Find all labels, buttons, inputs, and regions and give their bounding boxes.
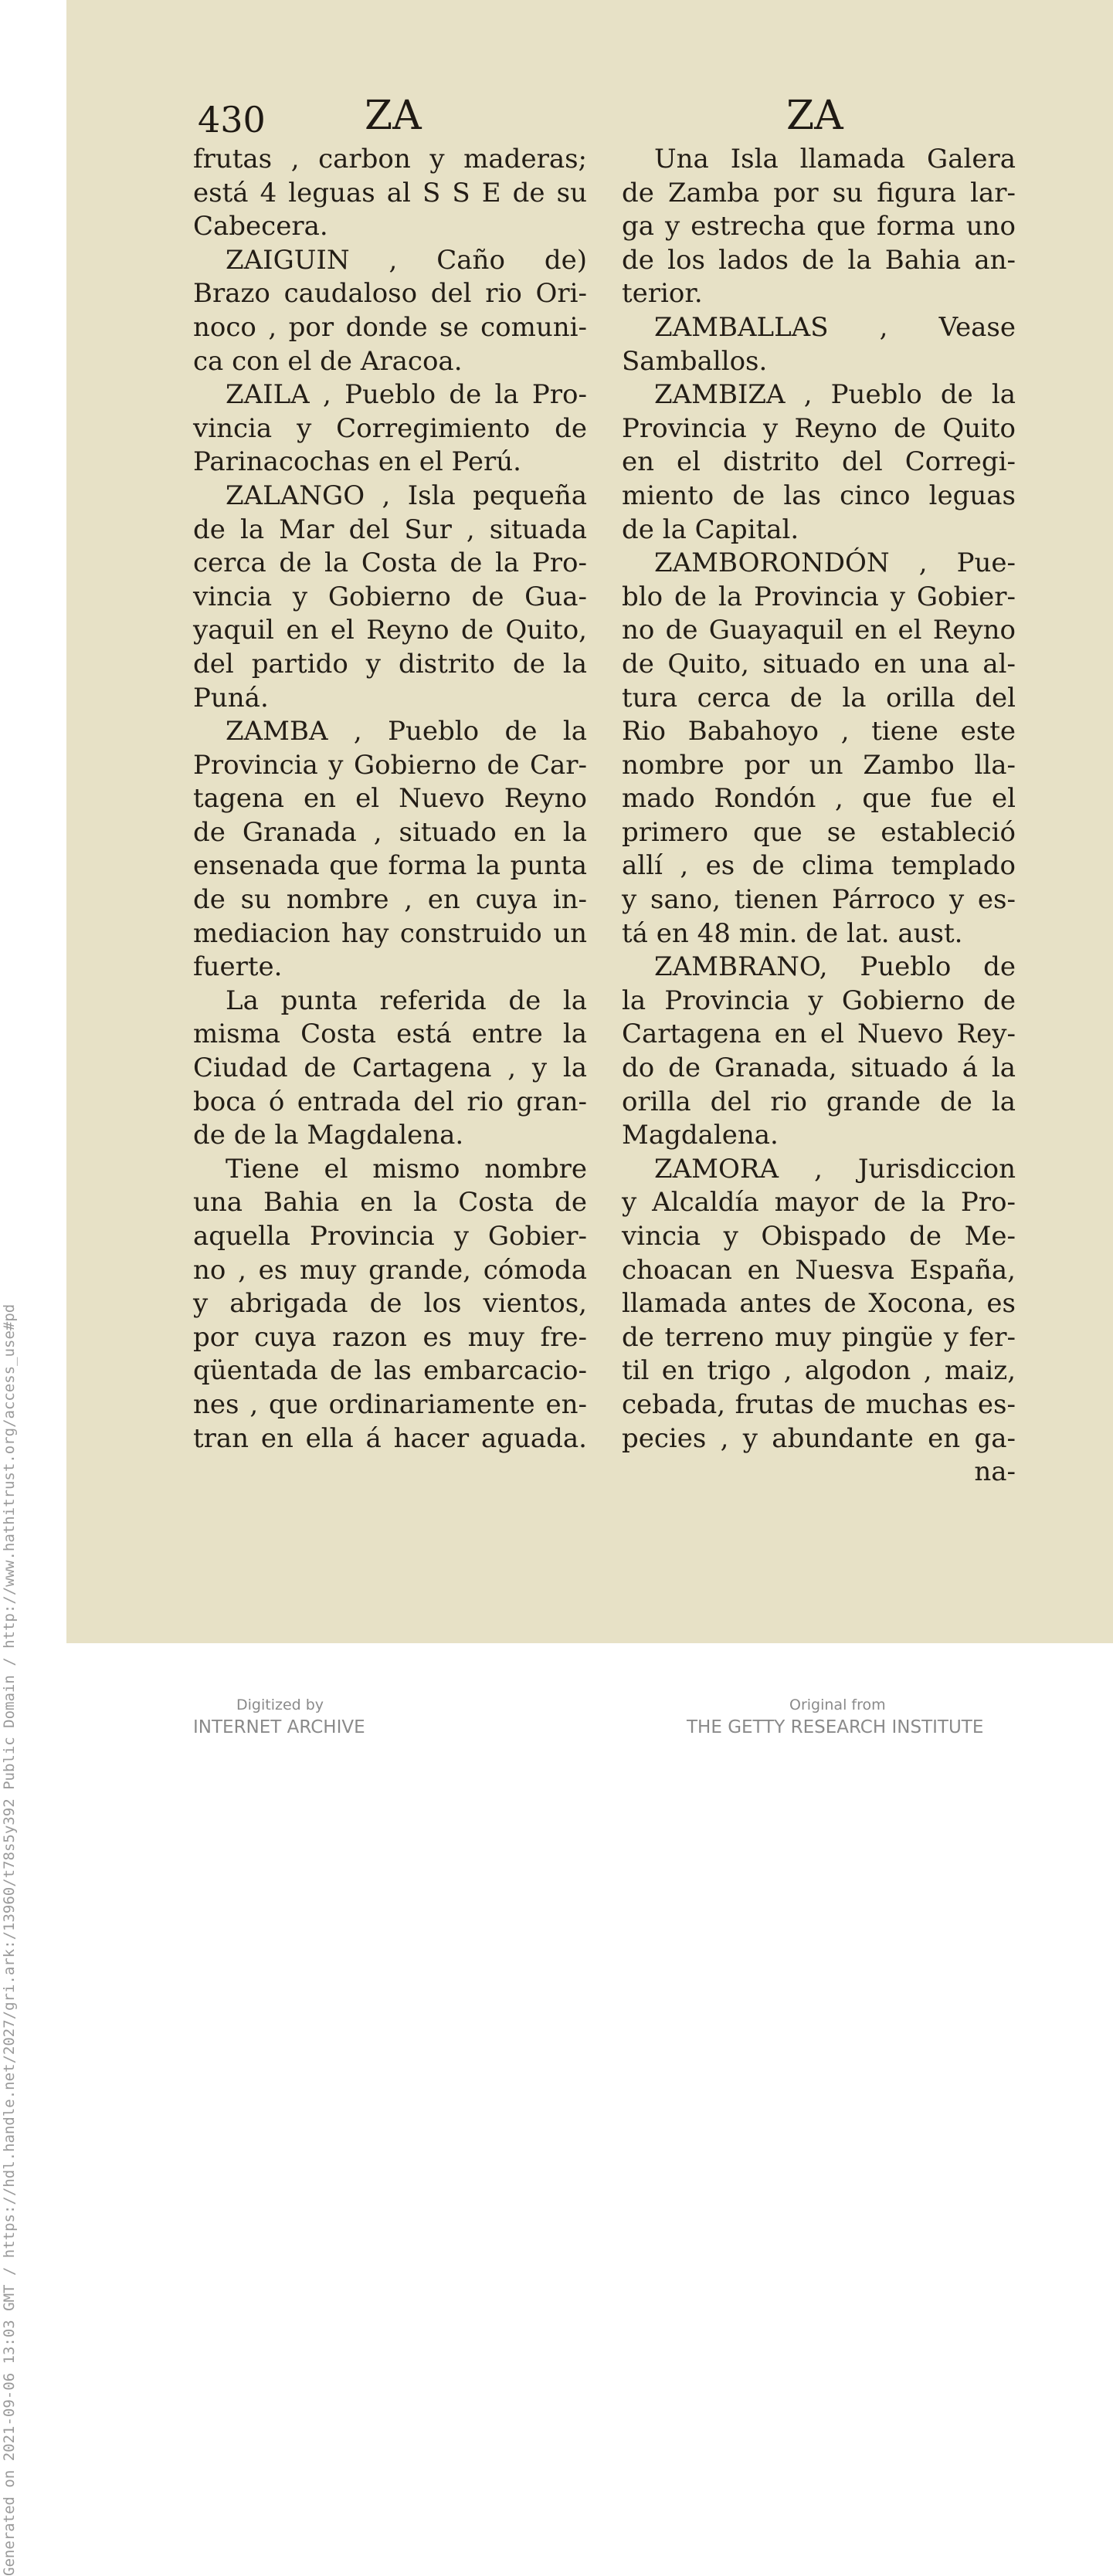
text-line: terior.	[622, 278, 703, 310]
text-line: orilla del rio grande de la	[622, 1086, 1016, 1117]
page-number: 430	[198, 99, 266, 141]
text-line: Magdalena.	[622, 1120, 779, 1151]
text-line: misma Costa está entre la	[193, 1019, 587, 1050]
text-line: tá en 48 min. de lat. aust.	[622, 917, 963, 949]
text-line: Parinacochas en el Perú.	[193, 446, 521, 478]
running-head-right: ZA	[786, 93, 843, 139]
text-line: ensenada que forma la punta	[193, 850, 587, 882]
text-line: en el distrito del Corregi-	[622, 446, 1016, 478]
paragraph-start-line: Tiene el mismo nombre	[226, 1153, 587, 1185]
text-line: de terreno muy pingüe y fer-	[622, 1321, 1016, 1353]
text-line: una Bahia en la Costa de	[193, 1187, 587, 1219]
text-line: cerca de la Costa de la Pro-	[193, 547, 587, 579]
text-line: til en trigo , algodon , maiz,	[622, 1355, 1016, 1387]
text-line: qüentada de las embarcacio-	[193, 1355, 587, 1387]
text-line: Cabecera.	[193, 211, 328, 242]
entry-heading-line: ZAMBALLAS , Vease	[654, 311, 1016, 343]
text-line: nombre por un Zambo lla-	[622, 749, 1016, 781]
text-line: do de Granada, situado á la	[622, 1052, 1016, 1084]
text-line: Brazo caudaloso del rio Ori-	[193, 278, 587, 310]
text-line: mediacion hay construido un	[193, 917, 587, 949]
text-line: vincia y Corregimiento de	[193, 412, 587, 444]
text-line: de de la Magdalena.	[193, 1120, 464, 1151]
text-line: de la Mar del Sur , situada	[193, 514, 587, 545]
digitizer-name: INTERNET ARCHIVE	[193, 1717, 365, 1737]
text-line: choacan en Nuesva España,	[622, 1254, 1016, 1286]
text-line: vincia y Gobierno de Gua-	[193, 581, 587, 612]
stamp-text: Generated on 2021-09-06 13:03 GMT / https://hdl.handle.net/2027/gri.ark:/13960/t78s5y392 Public Domain / http://www.hathitrust.org/access_use#pd	[1, 1303, 18, 2576]
text-line: Cartagena en el Nuevo Rey-	[622, 1019, 1016, 1050]
text-line: tura cerca de la orilla del	[622, 682, 1016, 713]
text-line: y abrigada de los vientos,	[193, 1288, 587, 1320]
entry-heading-line: ZAMBRANO, Pueblo de	[654, 951, 1016, 983]
text-line: noco , por donde se comuni-	[193, 311, 587, 343]
text-line: tagena en el Nuevo Reyno	[193, 783, 587, 815]
text-line: Samballos.	[622, 345, 768, 377]
entry-heading-line: ZAIGUIN , Caño de)	[226, 244, 587, 276]
text-line: cebada, frutas de muchas es-	[622, 1388, 1016, 1420]
text-column-left	[193, 143, 587, 1456]
text-line: frutas , carbon y maderas;	[193, 144, 587, 175]
text-line: está 4 leguas al S S E de su	[193, 177, 587, 208]
entry-heading-line: ZAMBORONDÓN , Pue-	[654, 547, 1016, 579]
text-line: yaquil en el Reyno de Quito,	[193, 615, 587, 646]
text-line: la Provincia y Gobierno de	[622, 985, 1016, 1016]
original-from-label: Original from	[789, 1696, 886, 1713]
text-line: ga y estrecha que forma uno	[622, 211, 1016, 242]
text-line: fuerte.	[193, 951, 283, 983]
text-line: Rio Babahoyo , tiene este	[622, 716, 1016, 747]
text-line: Provincia y Reyno de Quito	[622, 412, 1016, 444]
text-line: de la Capital.	[622, 514, 799, 545]
paragraph-start-line: Una Isla llamada Galera	[654, 144, 1016, 175]
running-head-left: ZA	[365, 93, 422, 139]
text-line: de su nombre , en cuya in-	[193, 884, 587, 916]
text-line: y Alcaldía mayor de la Pro-	[622, 1187, 1016, 1219]
paragraph-start-line: La punta referida de la	[226, 985, 587, 1016]
text-line: aquella Provincia y Gobier-	[193, 1221, 587, 1252]
entry-heading-line: ZAILA , Pueblo de la Pro-	[226, 379, 587, 411]
text-line: de Zamba por su figura lar-	[622, 177, 1016, 208]
entry-heading-line: ZAMBIZA , Pueblo de la	[654, 379, 1016, 411]
text-line: de Granada , situado en la	[193, 816, 587, 848]
text-line: por cuya razon es muy fre-	[193, 1321, 587, 1353]
text-line: de Quito, situado en una al-	[622, 648, 1016, 680]
text-line: nes , que ordinariamente en-	[193, 1388, 587, 1420]
entry-heading-line: ZALANGO , Isla pequeña	[226, 480, 587, 511]
text-line: pecies , y abundante en ga-	[622, 1422, 1016, 1454]
text-line: primero que se estableció	[622, 816, 1016, 848]
digitized-by-label: Digitized by	[236, 1696, 324, 1713]
text-line: miento de las cinco leguas	[622, 480, 1016, 511]
text-line: no , es muy grande, cómoda	[193, 1254, 587, 1286]
text-line: blo de la Provincia y Gobier-	[622, 581, 1016, 612]
text-line: Provincia y Gobierno de Car-	[193, 749, 587, 781]
text-line: Ciudad de Cartagena , y la	[193, 1052, 587, 1084]
text-line: allí , es de clima templado	[622, 850, 1016, 882]
catchword: na-	[974, 1456, 1016, 1488]
text-line: tran en ella á hacer aguada.	[193, 1422, 587, 1454]
entry-heading-line: ZAMBA , Pueblo de la	[226, 716, 587, 747]
text-line: mado Rondón , que fue el	[622, 783, 1016, 815]
hathitrust-stamp	[0, 849, 46, 2576]
original-source-name: THE GETTY RESEARCH INSTITUTE	[687, 1717, 984, 1737]
text-line: llamada antes de Xocona, es	[622, 1288, 1016, 1320]
text-line: no de Guayaquil en el Reyno	[622, 615, 1016, 646]
text-line: Puná.	[193, 682, 269, 713]
text-line: vincia y Obispado de Me-	[622, 1221, 1016, 1252]
text-line: de los lados de la Bahia an-	[622, 244, 1016, 276]
text-line: y sano, tienen Párroco y es-	[622, 884, 1016, 916]
text-line: boca ó entrada del rio gran-	[193, 1086, 587, 1117]
text-line: del partido y distrito de la	[193, 648, 587, 680]
text-column-right	[622, 143, 1016, 1490]
text-line: ca con el de Aracoa.	[193, 345, 463, 377]
entry-heading-line: ZAMORA , Jurisdiccion	[654, 1153, 1016, 1185]
